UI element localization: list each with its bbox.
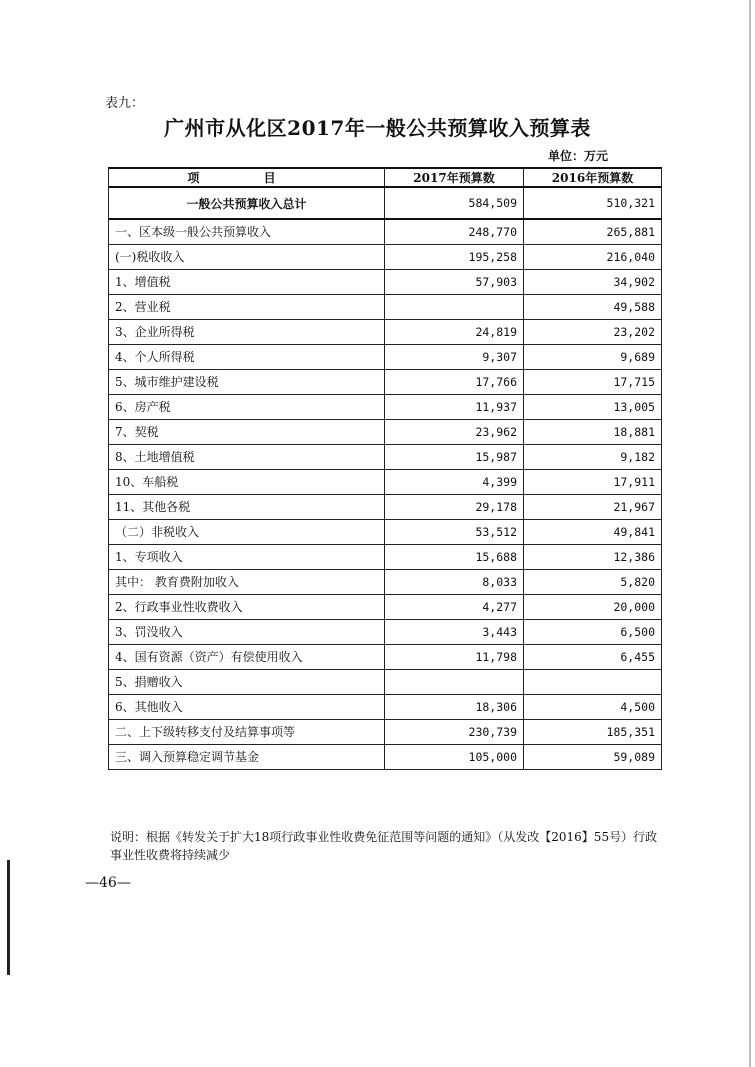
table-row	[109, 669, 662, 694]
table-row	[109, 719, 662, 744]
value-2017: 23,962	[385, 419, 524, 444]
row-label: 6、房产税	[109, 394, 385, 419]
row-label: 6、其他收入	[109, 694, 385, 719]
value-2017: 4,277	[385, 594, 524, 619]
table-row	[109, 594, 662, 619]
table-row	[109, 319, 662, 344]
column-header-item: 项 目	[109, 168, 385, 187]
table-row	[109, 694, 662, 719]
table-row	[109, 744, 662, 769]
table-row	[109, 244, 662, 269]
scan-edge-mark	[7, 860, 10, 975]
table-row	[109, 419, 662, 444]
total-2016: 510,321	[524, 187, 662, 219]
row-label: 1、增值税	[109, 269, 385, 294]
value-2016: 265,881	[524, 219, 662, 244]
unit-label: 单位：万元	[548, 149, 609, 163]
row-label: 3、罚没收入	[109, 619, 385, 644]
value-2016: 9,182	[524, 444, 662, 469]
value-2016: 21,967	[524, 494, 662, 519]
row-label: 二、上下级转移支付及结算事项等	[109, 719, 385, 744]
table-row	[109, 394, 662, 419]
table-row	[109, 569, 662, 594]
column-header-2016: 2016年预算数	[524, 168, 662, 187]
table-row	[109, 469, 662, 494]
value-2017: 24,819	[385, 319, 524, 344]
value-2016	[524, 669, 662, 694]
value-2016: 6,500	[524, 619, 662, 644]
value-2017: 248,770	[385, 219, 524, 244]
row-label: 11、其他各税	[109, 494, 385, 519]
value-2017: 9,307	[385, 344, 524, 369]
row-label: 7、契税	[109, 419, 385, 444]
table-row	[109, 369, 662, 394]
value-2017	[385, 294, 524, 319]
value-2016: 20,000	[524, 594, 662, 619]
row-label: 5、捐赠收入	[109, 669, 385, 694]
value-2017: 3,443	[385, 619, 524, 644]
row-label: (一)税收收入	[109, 244, 385, 269]
value-2017: 8,033	[385, 569, 524, 594]
row-label: 4、个人所得税	[109, 344, 385, 369]
value-2017: 57,903	[385, 269, 524, 294]
row-label: 2、行政事业性收费收入	[109, 594, 385, 619]
table-row	[109, 644, 662, 669]
value-2017: 29,178	[385, 494, 524, 519]
table-row	[109, 544, 662, 569]
value-2017: 4,399	[385, 469, 524, 494]
table-row	[109, 269, 662, 294]
value-2016: 49,588	[524, 294, 662, 319]
total-2017: 584,509	[385, 187, 524, 219]
table-row	[109, 344, 662, 369]
table-row	[109, 519, 662, 544]
value-2016: 185,351	[524, 719, 662, 744]
value-2016: 23,202	[524, 319, 662, 344]
value-2017: 17,766	[385, 369, 524, 394]
value-2016: 4,500	[524, 694, 662, 719]
value-2016: 17,911	[524, 469, 662, 494]
value-2017: 53,512	[385, 519, 524, 544]
row-label: 其中： 教育费附加收入	[109, 569, 385, 594]
row-label: 5、城市维护建设税	[109, 369, 385, 394]
value-2016: 6,455	[524, 644, 662, 669]
value-2016: 12,386	[524, 544, 662, 569]
value-2017: 105,000	[385, 744, 524, 769]
row-label: 4、国有资源（资产）有偿使用收入	[109, 644, 385, 669]
row-label: 10、车船税	[109, 469, 385, 494]
scan-edge-line	[749, 0, 751, 1067]
footnote: 说明：根据《转发关于扩大18项行政事业性收费免征范围等问题的通知》（从发改【2016】55号）行政事业性收费将持续减少	[110, 830, 658, 862]
column-header-2017: 2017年预算数	[385, 168, 524, 187]
page-title: 广州市从化区2017年一般公共预算收入预算表	[164, 116, 591, 140]
table-header-row	[109, 168, 662, 187]
value-2017: 11,798	[385, 644, 524, 669]
row-label: 3、企业所得税	[109, 319, 385, 344]
value-2016: 13,005	[524, 394, 662, 419]
total-row	[109, 187, 662, 219]
value-2017	[385, 669, 524, 694]
row-label: 8、土地增值税	[109, 444, 385, 469]
value-2017: 18,306	[385, 694, 524, 719]
value-2017: 15,987	[385, 444, 524, 469]
table-label: 表九：	[105, 96, 145, 111]
value-2017: 15,688	[385, 544, 524, 569]
value-2016: 216,040	[524, 244, 662, 269]
row-label: （二）非税收入	[109, 519, 385, 544]
value-2016: 49,841	[524, 519, 662, 544]
total-label: 一般公共预算收入总计	[109, 187, 385, 219]
row-label: 1、专项收入	[109, 544, 385, 569]
value-2016: 34,902	[524, 269, 662, 294]
value-2016: 17,715	[524, 369, 662, 394]
table-row	[109, 294, 662, 319]
page-number: —46—	[85, 875, 131, 891]
value-2016: 59,089	[524, 744, 662, 769]
value-2017: 11,937	[385, 394, 524, 419]
value-2016: 9,689	[524, 344, 662, 369]
row-label: 一、区本级一般公共预算收入	[109, 219, 385, 244]
row-label: 三、调入预算稳定调节基金	[109, 744, 385, 769]
value-2017: 230,739	[385, 719, 524, 744]
table-row	[109, 494, 662, 519]
value-2016: 5,820	[524, 569, 662, 594]
value-2016: 18,881	[524, 419, 662, 444]
table-row	[109, 444, 662, 469]
row-label: 2、营业税	[109, 294, 385, 319]
value-2017: 195,258	[385, 244, 524, 269]
table-row	[109, 619, 662, 644]
table-row	[109, 219, 662, 244]
budget-table	[108, 167, 662, 770]
